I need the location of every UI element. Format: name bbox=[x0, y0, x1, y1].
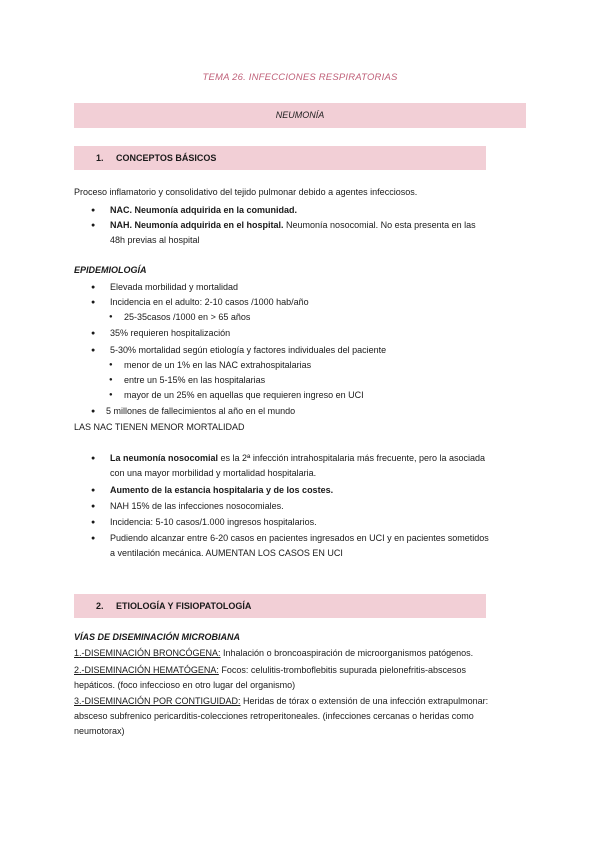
topic-band bbox=[74, 103, 526, 128]
nosocomial-item: Aumento de la estancia hospitalaria y de los costes. bbox=[110, 485, 334, 495]
section-2-title: ETIOLOGÍA Y FISIOPATOLOGÍA bbox=[116, 601, 252, 611]
nosocomial-item: Incidencia: 5-10 casos/1.000 ingresos hospitalarios. bbox=[110, 517, 317, 527]
bullet-icon: ● bbox=[91, 222, 96, 229]
section-2-label bbox=[96, 601, 251, 611]
type-item-nah-cont: 48h previas al hospital bbox=[110, 235, 200, 245]
epi-item: 5-30% mortalidad según etiología y factores individuales del paciente bbox=[110, 345, 387, 355]
epi-item: 35% requieren hospitalización bbox=[110, 328, 231, 338]
bullet-icon: ● bbox=[109, 377, 113, 383]
section-header-1 bbox=[74, 146, 486, 170]
section-1-title: CONCEPTOS BÁSICOS bbox=[116, 153, 217, 163]
bullet-icon: ● bbox=[91, 408, 96, 415]
section-header-2 bbox=[74, 594, 486, 618]
nosocomial-item-cont: a ventilación mecánica. AUMENTAN LOS CASOS EN UCI bbox=[110, 548, 343, 558]
bullet-icon: ● bbox=[91, 455, 96, 462]
epidemiology-heading: EPIDEMIOLOGÍA bbox=[74, 265, 147, 275]
epi-item: 5 millones de fallecimientos al año en el mundo bbox=[106, 406, 296, 416]
via-item-contiguidad-cont: neumotorax) bbox=[74, 726, 125, 736]
nosocomial-item-cont: con una mayor morbilidad y mortalidad hospitalaria. bbox=[110, 468, 317, 478]
document-title: TEMA 26. INFECCIONES RESPIRATORIAS bbox=[202, 72, 398, 83]
vias-heading: VÍAS DE DISEMINACIÓN MICROBIANA bbox=[74, 632, 241, 642]
via-item-contiguidad-cont: absceso subfrenico pericarditis-colecciones retroperitoneales. (infecciones cercanas o heridas como bbox=[74, 711, 474, 721]
epi-item: Elevada morbilidad y mortalidad bbox=[110, 282, 239, 292]
nosocomial-item: La neumonía nosocomial es la 2ª infección intrahospitalaria más frecuente, pero la asociada bbox=[110, 453, 486, 463]
nac-mortality-note: LAS NAC TIENEN MENOR MORTALIDAD bbox=[74, 422, 245, 432]
bullet-icon: ● bbox=[91, 207, 96, 214]
intro-paragraph: Proceso inflamatorio y consolidativo del tejido pulmonar debido a agentes infecciosos. bbox=[74, 187, 418, 197]
via-item-hematogena-cont: hepáticos. (foco infeccioso en otro lugar del organismo) bbox=[74, 680, 296, 690]
epi-subitem: mayor de un 25% en aquellas que requieren ingreso en UCI bbox=[124, 390, 364, 400]
epi-subitem: menor de un 1% en las NAC extrahospitalarias bbox=[124, 360, 312, 370]
bullet-icon: ● bbox=[91, 284, 96, 291]
section-1-number: 1. bbox=[96, 153, 104, 163]
bullet-icon: ● bbox=[91, 535, 96, 542]
via-item-contiguidad: 3.-DISEMINACIÓN POR CONTIGUIDAD: Heridas de tórax o extensión de una infección extrapulmonar: bbox=[74, 696, 489, 706]
via-item-hematogena: 2.-DISEMINACIÓN HEMATÓGENA: Focos: celulitis-tromboflebitis supurada pielonefritis-abscesos bbox=[74, 665, 466, 675]
bullet-icon: ● bbox=[109, 362, 113, 368]
section-2-number: 2. bbox=[96, 601, 104, 611]
bullet-icon: ● bbox=[91, 347, 96, 354]
via-item-broncogena: 1.-DISEMINACIÓN BRONCÓGENA: Inhalación o broncoaspiración de microorganismos patógenos. bbox=[74, 648, 474, 658]
bullet-icon: ● bbox=[91, 299, 96, 306]
nosocomial-item: Pudiendo alcanzar entre 6-20 casos en pacientes ingresados en UCI y en pacientes sometidos bbox=[110, 533, 489, 543]
bullet-icon: ● bbox=[91, 503, 96, 510]
bullet-icon: ● bbox=[91, 487, 96, 494]
epi-item: Incidencia en el adulto: 2-10 casos /1000 hab/año bbox=[110, 297, 309, 307]
bullet-icon: ● bbox=[109, 314, 113, 320]
epi-subitem: 25-35casos /1000 en > 65 años bbox=[124, 312, 251, 322]
section-1-label bbox=[96, 153, 216, 163]
bullet-icon: ● bbox=[91, 519, 96, 526]
nosocomial-item: NAH 15% de las infecciones nosocomiales. bbox=[110, 501, 284, 511]
bullet-icon: ● bbox=[91, 330, 96, 337]
topic-title: NEUMONÍA bbox=[275, 110, 325, 120]
bullet-icon: ● bbox=[109, 392, 113, 398]
type-item-nac: NAC. Neumonía adquirida en la comunidad. bbox=[110, 205, 298, 215]
epi-subitem: entre un 5-15% en las hospitalarias bbox=[124, 375, 266, 385]
type-item-nah: NAH. Neumonía adquirida en el hospital. Neumonía nosocomial. No esta presenta en las bbox=[110, 220, 476, 230]
